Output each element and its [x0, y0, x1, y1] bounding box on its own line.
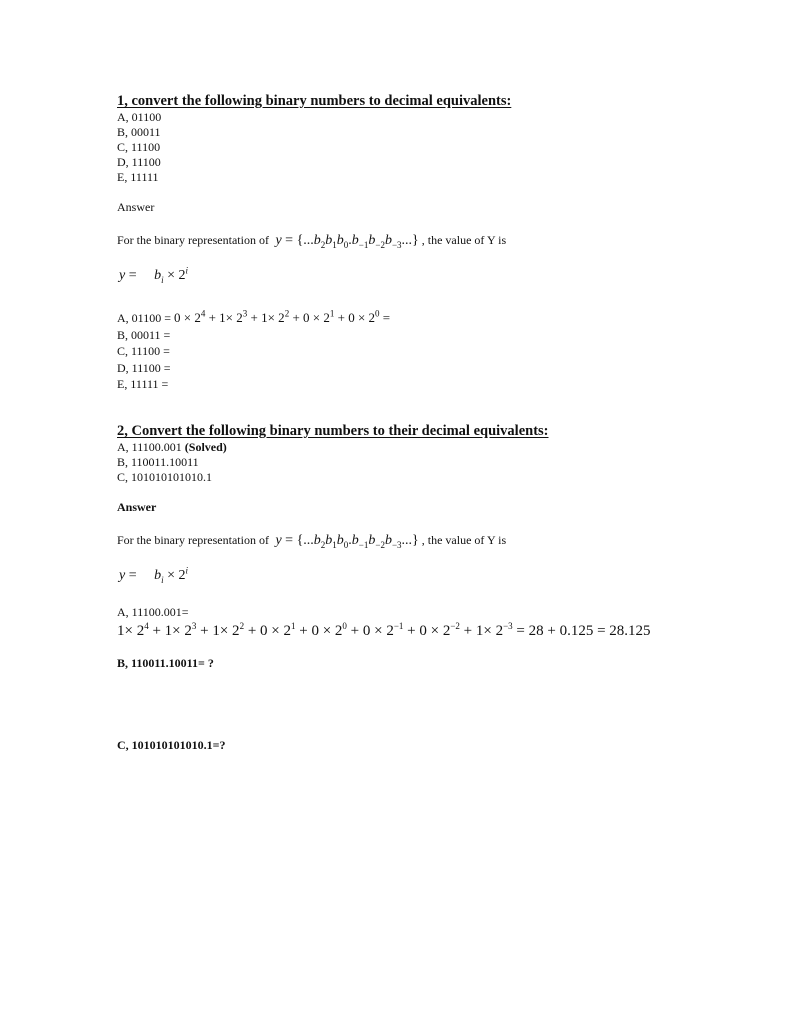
q1-item-e: E, 11111	[117, 170, 159, 184]
question-2-heading: 2, Convert the following binary numbers to their decimal equivalents:	[117, 423, 549, 439]
q1-item-d: D, 11100	[117, 155, 161, 169]
q1-line-a-label: A, 01100 =	[117, 311, 171, 325]
binary-representation-formula: $y = \{...b_2b_1b_0.b_{-1}b_{-2}b_{-3}...\}$	[275, 233, 419, 250]
q2-b-prompt: B, 110011.10011= ?	[117, 656, 214, 670]
q2-intro-suffix: , the value of Y is	[421, 533, 507, 547]
q2-item-a-label: A, 11100.001	[117, 440, 182, 454]
q2-a-expansion: $1\times 2^4 + 1\times 2^3 + 1\times 2^2 + 0 \times 2^1 + 0 \times 2^0 + 0 \times 2^{-1} + 0 \times 2^{-2} + 1\times 2^{-3} = 28 + 0.125 = 28.125$	[117, 621, 651, 639]
solved-tag: (Solved)	[184, 440, 227, 454]
q1-line-a-expansion: $0 \times 2^4 + 1\times 2^3 + 1\times 2^2 + 0 \times 2^1 + 0 \times 2^0$ =	[174, 308, 391, 325]
q1-item-c: C, 11100	[117, 140, 161, 154]
q1-line-c: C, 11100 =	[117, 344, 170, 358]
q1-intro-suffix: , the value of Y is	[421, 233, 507, 247]
q2-c-prompt: C, 101010101010.1=?	[117, 738, 226, 752]
q2-intro-text: For the binary representation of	[117, 533, 269, 547]
q1-line-b: B, 00011 =	[117, 328, 171, 342]
q2-item-b: B, 110011.10011	[117, 455, 199, 469]
q1-line-e: E, 11111 =	[117, 377, 169, 391]
sum-formula-2: y = $b_i \times 2^i$	[119, 565, 189, 585]
q1-line-d: D, 11100 =	[117, 361, 171, 375]
q2-a-result: = 28 + 0.125 = 28.125	[516, 623, 651, 639]
q1-item-b: B, 00011	[117, 125, 161, 139]
question-1-heading: 1, convert the following binary numbers to decimal equivalents:	[117, 93, 512, 109]
binary-representation-formula-2: $y = \{...b_2b_1b_0.b_{-1}b_{-2}b_{-3}...\}$	[275, 533, 419, 550]
q1-line-a	[117, 310, 390, 326]
q2-item-a	[117, 440, 227, 455]
q1-intro-line	[117, 233, 506, 248]
q1-item-a: A, 01100	[117, 110, 162, 124]
q2-a-label: A, 11100.001=	[117, 605, 189, 619]
q2-intro-line	[117, 533, 506, 548]
sum-formula: y = $b_i \times 2^i$	[119, 265, 189, 285]
q2-item-c: C, 101010101010.1	[117, 470, 213, 484]
q1-answer-label: Answer	[117, 200, 155, 214]
q2-answer-label: Answer	[117, 500, 157, 514]
q1-intro-text: For the binary representation of	[117, 233, 269, 247]
